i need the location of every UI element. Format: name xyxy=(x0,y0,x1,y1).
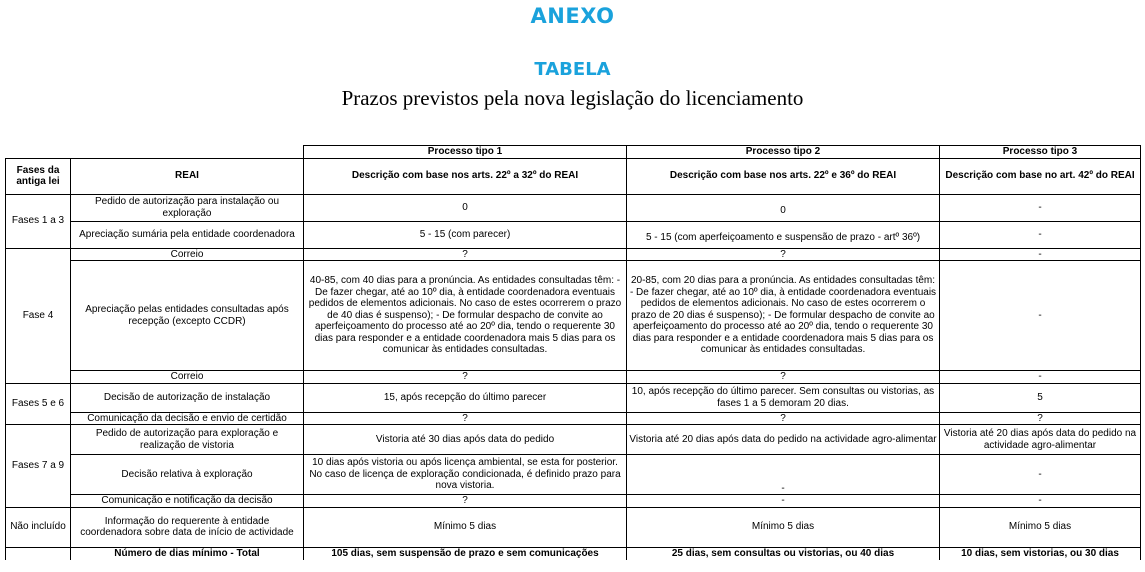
process-type-row xyxy=(6,146,1141,159)
p3-cell: - xyxy=(940,194,1141,221)
p1-cell: Mínimo 5 dias xyxy=(304,507,627,547)
table-row xyxy=(6,371,1141,384)
reai-header: REAI xyxy=(71,158,304,194)
process-3-desc: Descrição com base no art. 42º do REAI xyxy=(940,158,1141,194)
table-row xyxy=(6,425,1141,455)
reai-cell: Informação do requerente à entidade coordenadora sobre data de início de actividade xyxy=(71,507,304,547)
table-row xyxy=(6,495,1141,508)
p2-cell: Vistoria até 20 dias após data do pedido na actividade agro-alimentar xyxy=(627,425,940,455)
p1-cell: ? xyxy=(304,495,627,508)
deadlines-table xyxy=(5,145,1141,560)
total-row xyxy=(6,547,1141,560)
reai-cell: Decisão de autorização de instalação xyxy=(71,383,304,412)
p3-cell: ? xyxy=(940,412,1141,425)
p2-cell: 10, após recepção do último parecer. Sem consultas ou vistorias, as fases 1 a 5 demoram 20 dias. xyxy=(627,383,940,412)
header-row xyxy=(6,158,1141,194)
p1-cell: 10 dias após vistoria ou após licença ambiental, se esta for posterior. No caso de licença de exploração condicionada, é definido prazo para nova vistoria. xyxy=(304,455,627,495)
p3-cell: Mínimo 5 dias xyxy=(940,507,1141,547)
total-p2: 25 dias, sem consultas ou vistorias, ou 40 dias xyxy=(627,547,940,560)
p1-cell: 0 xyxy=(304,194,627,221)
table-row xyxy=(6,383,1141,412)
process-2-desc: Descrição com base nos arts. 22º e 36º do REAI xyxy=(627,158,940,194)
blank-cell xyxy=(71,146,304,159)
table-row xyxy=(6,221,1141,248)
reai-cell: Apreciação pelas entidades consultadas após recepção (excepto CCDR) xyxy=(71,261,304,371)
p3-cell: - xyxy=(940,261,1141,371)
reai-cell: Correio xyxy=(71,371,304,384)
p1-cell: ? xyxy=(304,248,627,261)
p2-cell: 20-85, com 20 dias para a pronúncia. As entidades consultadas têm: - De fazer chegar, até ao 10º dia, à entidade coordenadora eventuais pedidos de elementos adicionais. No caso de estes ocorrerem o prazo de 20 dias é suspenso); - De formular despacho de convite ao aperfeiçoamento do processo até ao 20º dia, tendo o requerente 30 dias para responder e a entidade coordenadora mais 5 dias para os comunicar às entidades consultadas. xyxy=(627,261,940,371)
p3-cell: - xyxy=(940,371,1141,384)
process-1-title: Processo tipo 1 xyxy=(304,146,627,159)
table-row xyxy=(6,412,1141,425)
table-row xyxy=(6,194,1141,221)
p2-cell: - xyxy=(627,495,940,508)
table-row xyxy=(6,455,1141,495)
reai-cell: Correio xyxy=(71,248,304,261)
group-fases-5-6: Fases 5 e 6 xyxy=(6,383,71,425)
page-subtitle: Prazos previstos pela nova legislação do licenciamento xyxy=(341,86,804,110)
reai-cell: Comunicação da decisão e envio de certidão xyxy=(71,412,304,425)
p3-cell: - xyxy=(940,248,1141,261)
group-fases-7-9: Fases 7 a 9 xyxy=(6,425,71,508)
p1-cell: 15, após recepção do último parecer xyxy=(304,383,627,412)
p1-cell: ? xyxy=(304,412,627,425)
p2-cell: 0 xyxy=(627,194,940,221)
reai-cell: Pedido de autorização para instalação ou exploração xyxy=(71,194,304,221)
p1-cell: ? xyxy=(304,371,627,384)
process-2-title: Processo tipo 2 xyxy=(627,146,940,159)
p3-cell: Vistoria até 20 dias após data do pedido na actividade agro-alimentar xyxy=(940,425,1141,455)
table-label: TABELA xyxy=(534,59,611,80)
blank-cell xyxy=(6,146,71,159)
reai-cell: Apreciação sumária pela entidade coordenadora xyxy=(71,221,304,248)
p2-cell: ? xyxy=(627,371,940,384)
reai-cell: Decisão relativa à exploração xyxy=(71,455,304,495)
table-row xyxy=(6,507,1141,547)
reai-cell: Comunicação e notificação da decisão xyxy=(71,495,304,508)
p3-cell: - xyxy=(940,221,1141,248)
total-p3: 10 dias, sem vistorias, ou 30 dias xyxy=(940,547,1141,560)
total-label: Número de dias mínimo - Total xyxy=(71,547,304,560)
table-row xyxy=(6,248,1141,261)
group-fase-4: Fase 4 xyxy=(6,248,71,383)
process-1-desc: Descrição com base nos arts. 22º a 32º do REAI xyxy=(304,158,627,194)
p3-cell: 5 xyxy=(940,383,1141,412)
group-fases-1-3: Fases 1 a 3 xyxy=(6,194,71,248)
p3-cell: - xyxy=(940,495,1141,508)
p2-cell: 5 - 15 (com aperfeiçoamento e suspensão de prazo - artº 36º) xyxy=(627,221,940,248)
table-row xyxy=(6,261,1141,371)
p2-cell: ? xyxy=(627,412,940,425)
p1-cell: 40-85, com 40 dias para a pronúncia. As entidades consultadas têm: - De fazer chegar, até ao 10º dia, à entidade coordenadora eventuais pedidos de elementos adicionais. No caso de estes ocorrerem o prazo de 40 dias é suspenso); - De formular despacho de convite ao aperfeiçoamento do processo até ao 20º dia, tendo o requerente 30 dias para responder e a entidade coordenadora mais 5 dias para os comunicar às entidades consultadas. xyxy=(304,261,627,371)
blank-cell xyxy=(6,547,71,560)
p1-cell: Vistoria até 30 dias após data do pedido xyxy=(304,425,627,455)
p3-cell: - xyxy=(940,455,1141,495)
p2-cell: Mínimo 5 dias xyxy=(627,507,940,547)
p2-cell: ? xyxy=(627,248,940,261)
annex-title: ANEXO xyxy=(530,4,615,28)
fases-header: Fases da antiga lei xyxy=(6,158,71,194)
p1-cell: 5 - 15 (com parecer) xyxy=(304,221,627,248)
p2-cell: - xyxy=(627,455,940,495)
reai-cell: Pedido de autorização para exploração e realização de vistoria xyxy=(71,425,304,455)
process-3-title: Processo tipo 3 xyxy=(940,146,1141,159)
total-p1: 105 dias, sem suspensão de prazo e sem comunicações xyxy=(304,547,627,560)
group-nao-incluido: Não incluído xyxy=(6,507,71,547)
